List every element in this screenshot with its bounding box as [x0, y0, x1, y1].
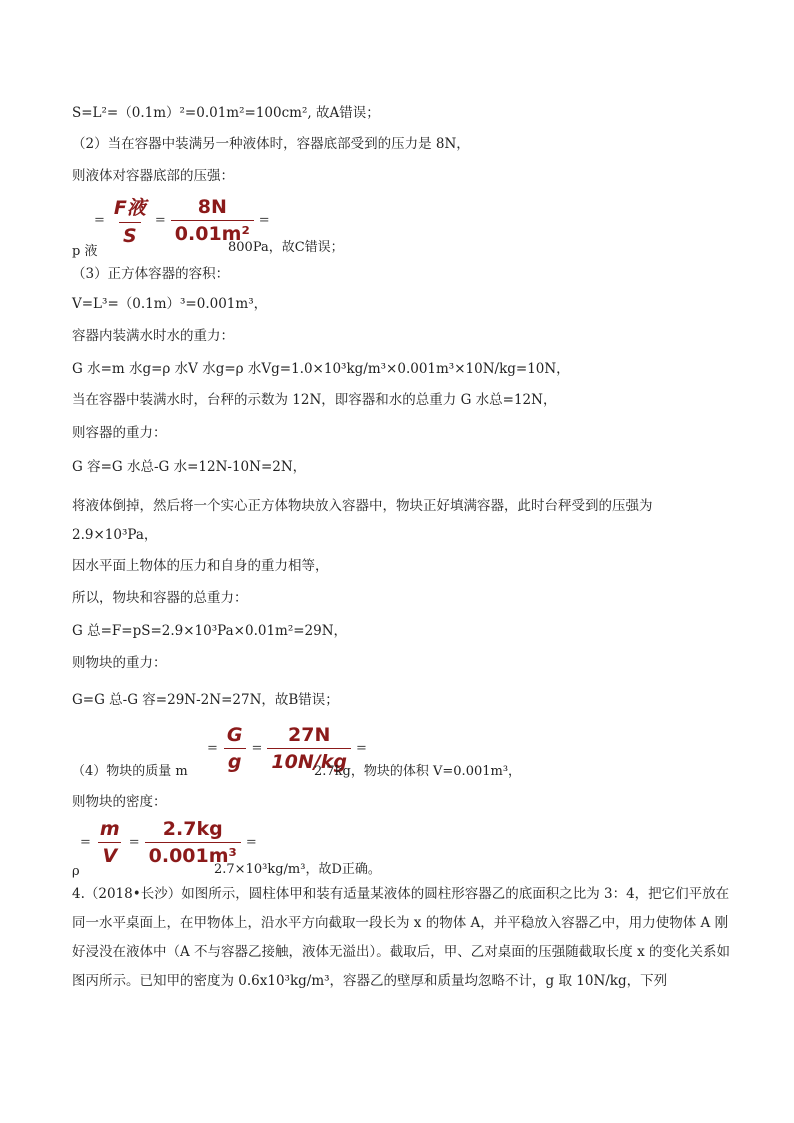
text-line: 将液体倒掉，然后将一个实心正方体物块放入容器中，物块正好填满容器，此时台秤受到的压强为 [72, 498, 653, 514]
text-line: 则物块的密度： [72, 794, 167, 810]
text-line: 则液体对容器底部的压强： [72, 168, 234, 184]
text-line: V=L³=（0.1m）³=0.001m³， [72, 296, 268, 312]
pressure-formula: = $\frac{\text{F液}}{S}$ = $\frac{8N}{\text{0.01m²}}$ = [94, 195, 270, 247]
text-line: （3）正方体容器的容积： [72, 266, 230, 282]
text-line: 2.7kg，物块的体积 V=0.001m³， [314, 764, 522, 779]
text-line: 容器内装满水时水的重力： [72, 328, 234, 344]
text-line: 因水平面上物体的压力和自身的重力相等， [72, 558, 329, 574]
mass-formula: = $\frac{G}{g}$ = $\frac{27N}{10N/kg}$ = [207, 724, 367, 773]
text-line: 则物块的重力： [72, 655, 167, 671]
text-line: S=L²=（0.1m）²=0.01m²=100cm², 故A错误； [72, 105, 380, 121]
formula-label: ρ [72, 864, 80, 879]
text-line: G=G 总-G 容=29N-2N=27N，故B错误； [72, 692, 339, 708]
text-line: 2.9×10³Pa， [72, 527, 158, 543]
text-line: （2）当在容器中装满另一种液体时，容器底部受到的压力是 8N， [72, 136, 470, 152]
text-line: G 容=G 水总-G 水=12N-10N=2N， [72, 459, 307, 475]
text-line: 2.7×10³kg/m³，故D正确。 [214, 862, 381, 877]
text-line: G 水=m 水g=ρ 水V 水g=ρ 水Vg=1.0×10³kg/m³×0.001m³×10N/kg=10N， [72, 361, 570, 377]
text-line: 当在容器中装满水时，台秤的示数为 12N，即容器和水的总重力 G 水总=12N， [72, 392, 557, 408]
text-line: G 总=F=pS=2.9×10³Pa×0.01m²=29N， [72, 623, 348, 639]
text-line: 所以，物块和容器的总重力： [72, 590, 248, 606]
formula-label: p 液 [72, 244, 98, 259]
text-line: 800Pa，故C错误； [228, 240, 344, 255]
question-4-text: 4.（2018•长沙）如图所示，圆柱体甲和装有适量某液体的圆柱形容器乙的底面积之比为 3：4，把它们平放在同一水平桌面上，在甲物体上，沿水平方向截取一段长为 x 的物体 A，并平稳放入容器乙中，用力使物体 A 刚好浸没在液体中（A 不与容器乙接触，液体无溢出）。截取后，甲、乙对桌面的压强随截取长度 x 的变化关系如图丙所示。已知甲的密度为 0.6x10³kg/m³，容器乙的壁厚和质量均忽略不计，g 取 10N/kg，下列 [72, 886, 730, 989]
density-formula: = $\frac{m}{V}$ = $\frac{2.7kg}{\text{0.001m³}}$ = [80, 818, 257, 867]
text-line: （4）物块的质量 m [72, 764, 188, 779]
text-line: 则容器的重力： [72, 425, 167, 441]
